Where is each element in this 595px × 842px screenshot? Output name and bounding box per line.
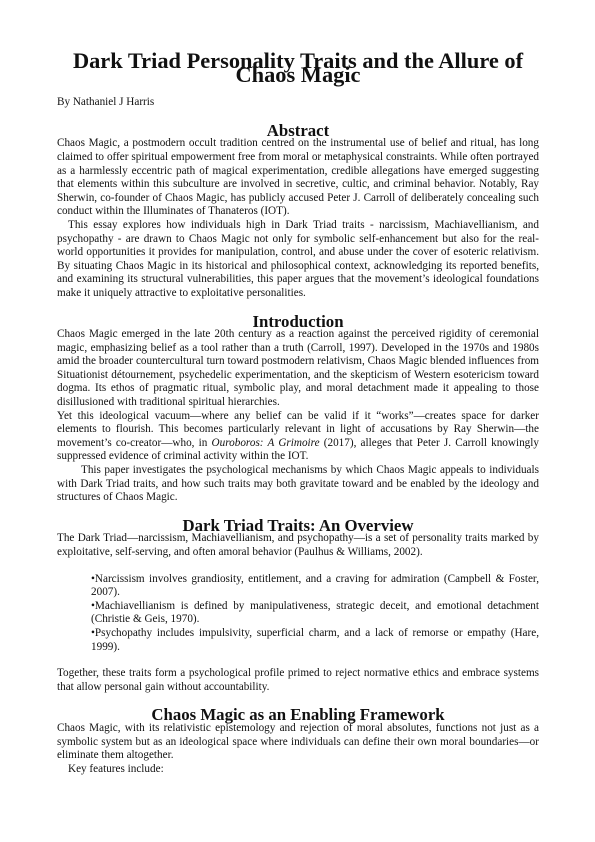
trait-list [57,573,539,655]
framework-heading: Chaos Magic as an Enabling Framework [151,705,445,725]
paper-title: Dark Triad Personality Traits and the Allure of Chaos Magic [72,48,524,87]
abstract-paragraph-2: This essay explores how individuals high in Dark Triad traits - narcissism, Machiavellianism, and psychopathy - are drawn to Chaos Magic not only for symbolic self-enhancement but also for the real-world opportunities it provides for manipulation, control, and abuse under the cover of esoteric relativism. By situating Chaos Magic in its historical and philosophical context, acknowledging its reported benefits, and examining its structural vulnerabilities, this paper argues that the movement’s ideological foundations make it uniquely attractive to exploitative personalities. [57,218,539,299]
overview-heading: Dark Triad Traits: An Overview [182,515,414,535]
framework-paragraph-1: Chaos Magic, with its relativistic epistemology and rejection of moral absolutes, functions not just as a symbolic system but as an ideological space where individuals can define their own moral boundaries—or eliminate them altogether. [57,721,539,762]
paper-page [57,48,539,776]
framework-paragraph-2: Key features include: [68,762,164,775]
overview-paragraph-1: The Dark Triad—narcissism, Machiavellianism, and psychopathy—is a set of personality traits marked by exploitative, self-serving, and often amoral behavior (Paulhus & Williams, 2002). [57,532,539,558]
abstract-heading: Abstract [266,120,330,140]
introduction-paragraph-3: This paper investigates the psychological mechanisms by which Chaos Magic appeals to individuals with Dark Triad traits, and how such traits may both gravitate toward and be enabled by the ideology and structures of Chaos Magic. [57,464,539,504]
introduction-paragraph-2-end: (2017), alleges that Peter J. Carroll knowingly suppressed evidence of criminal activity within the IOT. [57,436,539,463]
list-item: •Narcissism involves grandiosity, entitlement, and a craving for admiration (Campbell & Foster, 2007). [91,572,539,599]
list-item: •Psychopathy includes impulsivity, superficial charm, and a lack of remorse or empathy (Hare, 1999). [91,626,539,653]
author-line: By Nathaniel J Harris [57,96,155,109]
list-item: •Machiavellianism is defined by manipulativeness, strategic deceit, and emotional detachment (Christie & Geis, 1970). [91,599,539,626]
introduction-paragraph-1: Chaos Magic emerged in the late 20th century as a reaction against the perceived rigidity of ceremonial magic, emphasizing belief as a tool rather than a truth (Carroll, 1997). Developed in the 1970s and 1980s amid the broader countercultural turn toward postmodern relativism, Chaos Magic blended influences from Situationist détournement, psychedelic experimentation, and the skepticism of Western esotericism toward dogma. Its ethos of pragmatic ritual, symbolic play, and moral detachment made it appealing to those disillusioned with traditional spiritual hierarchies. [57,328,539,409]
introduction-heading: Introduction [252,311,344,331]
introduction-paragraph-2-start: Yet this ideological vacuum—where any belief can be valid if it “works”—creates space for darker elements to flourish. This becomes particularly relevant in light of accusations by Ray Sherwin—the movement’s co-creator—who, in [57,409,539,449]
overview-paragraph-2: Together, these traits form a psychological profile primed to reject normative ethics and embrace systems that allow personal gain without accountability. [57,667,539,693]
abstract-paragraph-1: Chaos Magic, a postmodern occult tradition centred on the instrumental use of belief and ritual, has long claimed to offer spiritual empowerment free from moral or metaphysical constraints. While often portrayed as a harmlessly eccentric path of magical experimentation, credible allegations have emerged suggesting that elements within this subculture are involved in secretive, cultic, and criminal behavior. Notably, Ray Sherwin, co-founder of Chaos Magic, has publicly accused Peter J. Carroll of deliberately concealing such conduct within the Illuminates of Thanateros (IOT). [57,137,539,218]
introduction-paragraph-2 [57,410,539,464]
cited-book-title: Ouroboros: A Grimoire [211,436,320,449]
